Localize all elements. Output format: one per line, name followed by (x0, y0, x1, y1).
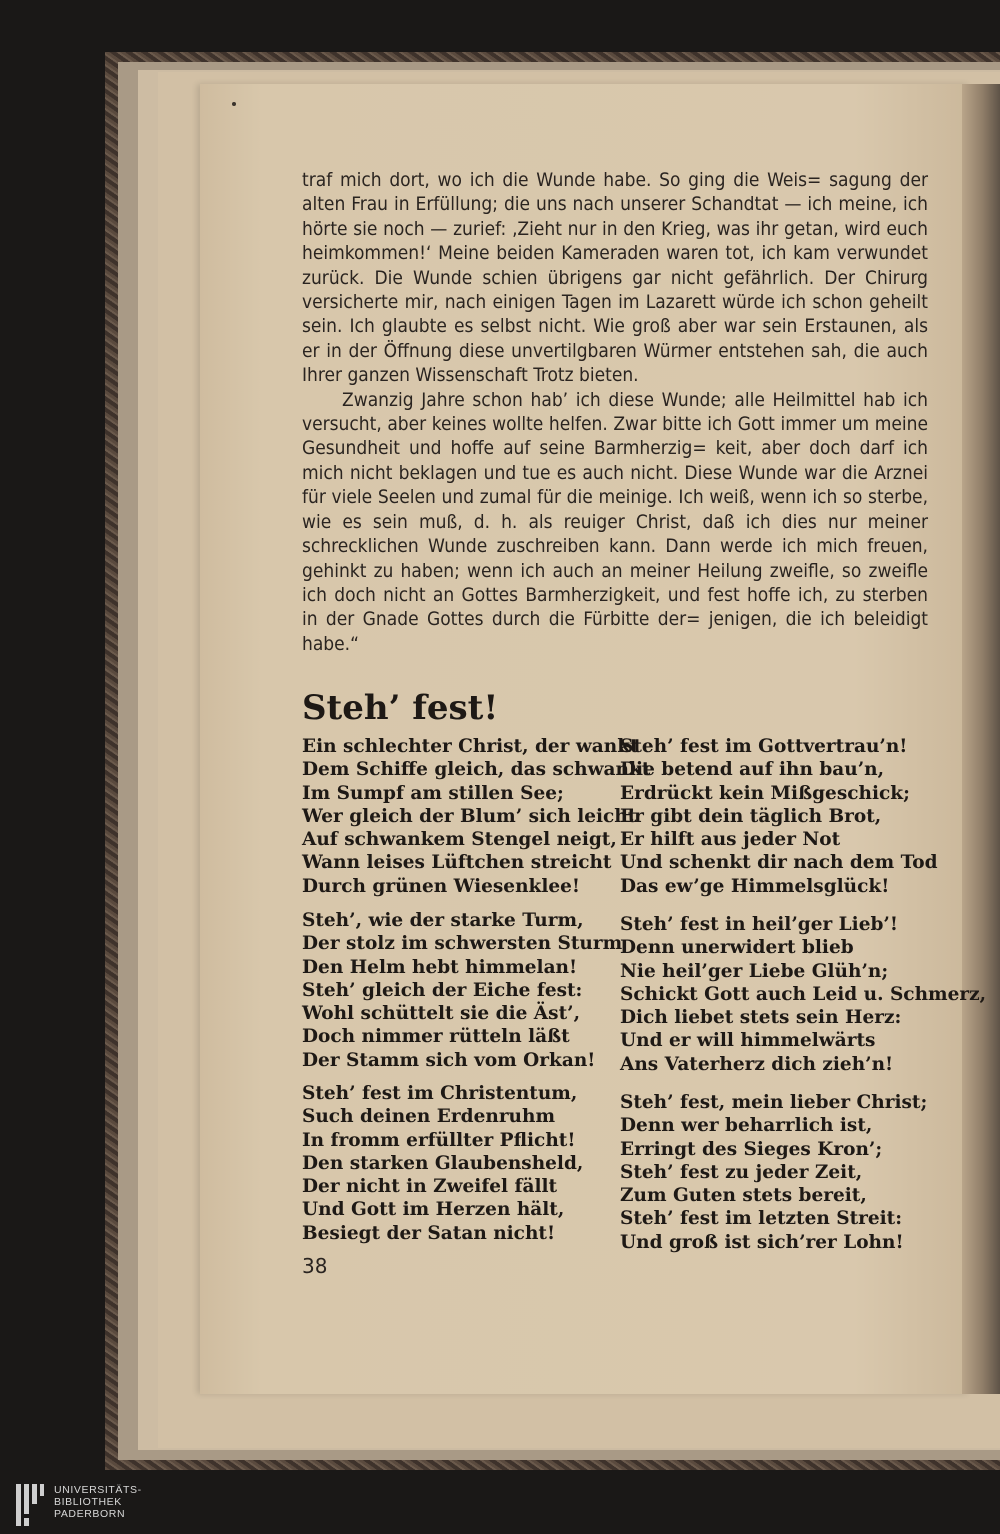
page-speck (232, 102, 236, 106)
verse-line: Der stolz im schwersten Sturm (302, 933, 623, 955)
verse-line: Nie heil’ger Liebe Glüh’n; (620, 960, 889, 982)
verse-line: Dem Schiffe gleich, das schwankt (302, 759, 651, 781)
stanza-left-2 (302, 909, 622, 1072)
verse-line: Wann leises Lüftchen streicht (302, 852, 612, 874)
verse-line: Durch grünen Wiesenklee! (302, 875, 581, 897)
verse-line: Steh’ fest im letzten Streit: (620, 1208, 903, 1230)
verse-line: Er gibt dein täglich Brot, (620, 805, 882, 827)
verse-line: Steh’ fest im Gottvertrau’n! (620, 736, 908, 757)
verse-line: Steh’ fest zu jeder Zeit, (620, 1161, 863, 1183)
verse-line: Doch nimmer rütteln läßt (302, 1026, 570, 1048)
library-logo-line: BIBLIOTHEK (54, 1496, 122, 1508)
stanza-right-3 (620, 1091, 927, 1254)
verse-line: Der nicht in Zweifel fällt (302, 1176, 558, 1198)
library-logo-line: UNIVERSITÄTS- (54, 1484, 142, 1496)
verse-line: Besiegt der Satan nicht! (302, 1222, 556, 1244)
verse-line: Und Gott im Herzen hält, (302, 1199, 565, 1221)
library-logo-text (54, 1484, 142, 1520)
verse-line: Steh’, wie der starke Turm, (302, 910, 584, 931)
stanza-left-3 (302, 1082, 583, 1245)
verse-line: Schickt Gott auch Leid u. Schmerz, (620, 983, 987, 1005)
verse-line: Wer gleich der Blum’ sich leicht (302, 805, 637, 827)
verse-line: Er hilft aus jeder Not (620, 829, 841, 851)
page-gutter (962, 84, 1000, 1394)
library-logo-icon (14, 1482, 46, 1528)
stanza-right-1 (620, 735, 938, 898)
stanza-right-2 (620, 913, 986, 1076)
verse-line: Denn wer beharrlich ist, (620, 1115, 873, 1137)
verse-line: Den starken Glaubensheld, (302, 1152, 584, 1174)
verse-line: Erdrückt kein Mißgeschick; (620, 782, 910, 804)
stanza-left-1 (302, 735, 650, 898)
verse-line: Auf schwankem Stengel neigt, (302, 829, 617, 851)
verse-line: Und schenkt dir nach dem Tod (620, 852, 938, 874)
verse-line: Erringt des Sieges Kron’; (620, 1138, 883, 1160)
verse-line: Wohl schüttelt sie die Äst’, (302, 1003, 581, 1025)
verse-line: Den Helm hebt himmelan! (302, 956, 578, 978)
verse-line: Dich liebet stets sein Herz: (620, 1007, 902, 1029)
verse-line: Steh’ gleich der Eiche fest: (302, 979, 583, 1001)
verse-line: Denn unerwidert blieb (620, 937, 854, 959)
library-footer (0, 1470, 1000, 1534)
page-number: 38 (302, 1254, 328, 1278)
library-logo-line: PADERBORN (54, 1508, 126, 1520)
verse-line: Und er will himmelwärts (620, 1030, 876, 1052)
verse-line: Der Stamm sich vom Orkan! (302, 1049, 596, 1071)
verse-line: In fromm erfüllter Pflicht! (302, 1129, 576, 1151)
verse-line: Zum Guten stets bereit, (620, 1185, 867, 1207)
verse-line: Such deinen Erdenruhm (302, 1106, 556, 1128)
prose-text (302, 168, 928, 656)
verse-line: Ein schlechter Christ, der wankt (302, 736, 639, 757)
verse-line: Steh’ fest in heil’ger Lieb’! (620, 914, 898, 935)
verse-line: Und groß ist sich’rer Lohn! (620, 1231, 904, 1253)
verse-line: Im Sumpf am stillen See; (302, 782, 564, 804)
verse-line: Steh’ fest im Christentum, (302, 1083, 578, 1104)
prose-paragraph-2: Zwanzig Jahre schon hab’ ich diese Wunde; alle Heilmittel hab ich versucht, aber keines wollte helfen. Zwar bitte ich Gott immer um meine Gesundheit und hoffe auf seine Barmherzig= keit, aber doch darf ich mich nicht beklagen und tue es auch nicht. Diese Wunde war die Arznei für viele Seelen und zumal für die meinige. Ich weiß, wenn ich so sterbe, wie es sein muß, d. h. als reuiger Christ, daß ich dies nur meiner schrecklichen Wunde zuschreiben kann. Dann werde ich mich freuen, gehinkt zu haben; wenn ich auch an meiner Heilung zweifle, so zweifle ich doch nicht an Gottes Barmherzigkeit, und fest hoffe ich, zu sterben in der Gnade Gottes durch die Fürbitte der= jenigen, die ich beleidigt habe.“ (302, 388, 928, 655)
verse-line: Ans Vaterherz dich zieh’n! (620, 1053, 894, 1075)
verse-line: Die betend auf ihn bau’n, (620, 759, 885, 781)
verse-line: Das ew’ge Himmelsglück! (620, 875, 890, 897)
prose-paragraph-1: traf mich dort, wo ich die Wunde habe. So ging die Weis= sagung der alten Frau in Erfüllung; die uns nach unserer Schandtat — ich meine, ich hörte sie noch — zurief: ‚Zieht nur in den Krieg, was ihr getan, wird euch heimkommen!‘ Meine beiden Kameraden waren tot, ich kam verwundet zurück. Die Wunde schien übrigens gar nicht gefährlich. Der Chirurg versicherte mir, nach einigen Tagen im Lazarett würde ich schon geheilt sein. Ich glaubte es selbst nicht. Wie groß aber war sein Erstaunen, als er in der Öffnung diese unvertilgbaren Würmer entstehen sah, die auch Ihrer ganzen Wissenschaft Trotz bieten. (302, 169, 928, 387)
verse-line: Steh’ fest, mein lieber Christ; (620, 1092, 928, 1113)
poem-title: Steh’ fest! (302, 688, 499, 728)
